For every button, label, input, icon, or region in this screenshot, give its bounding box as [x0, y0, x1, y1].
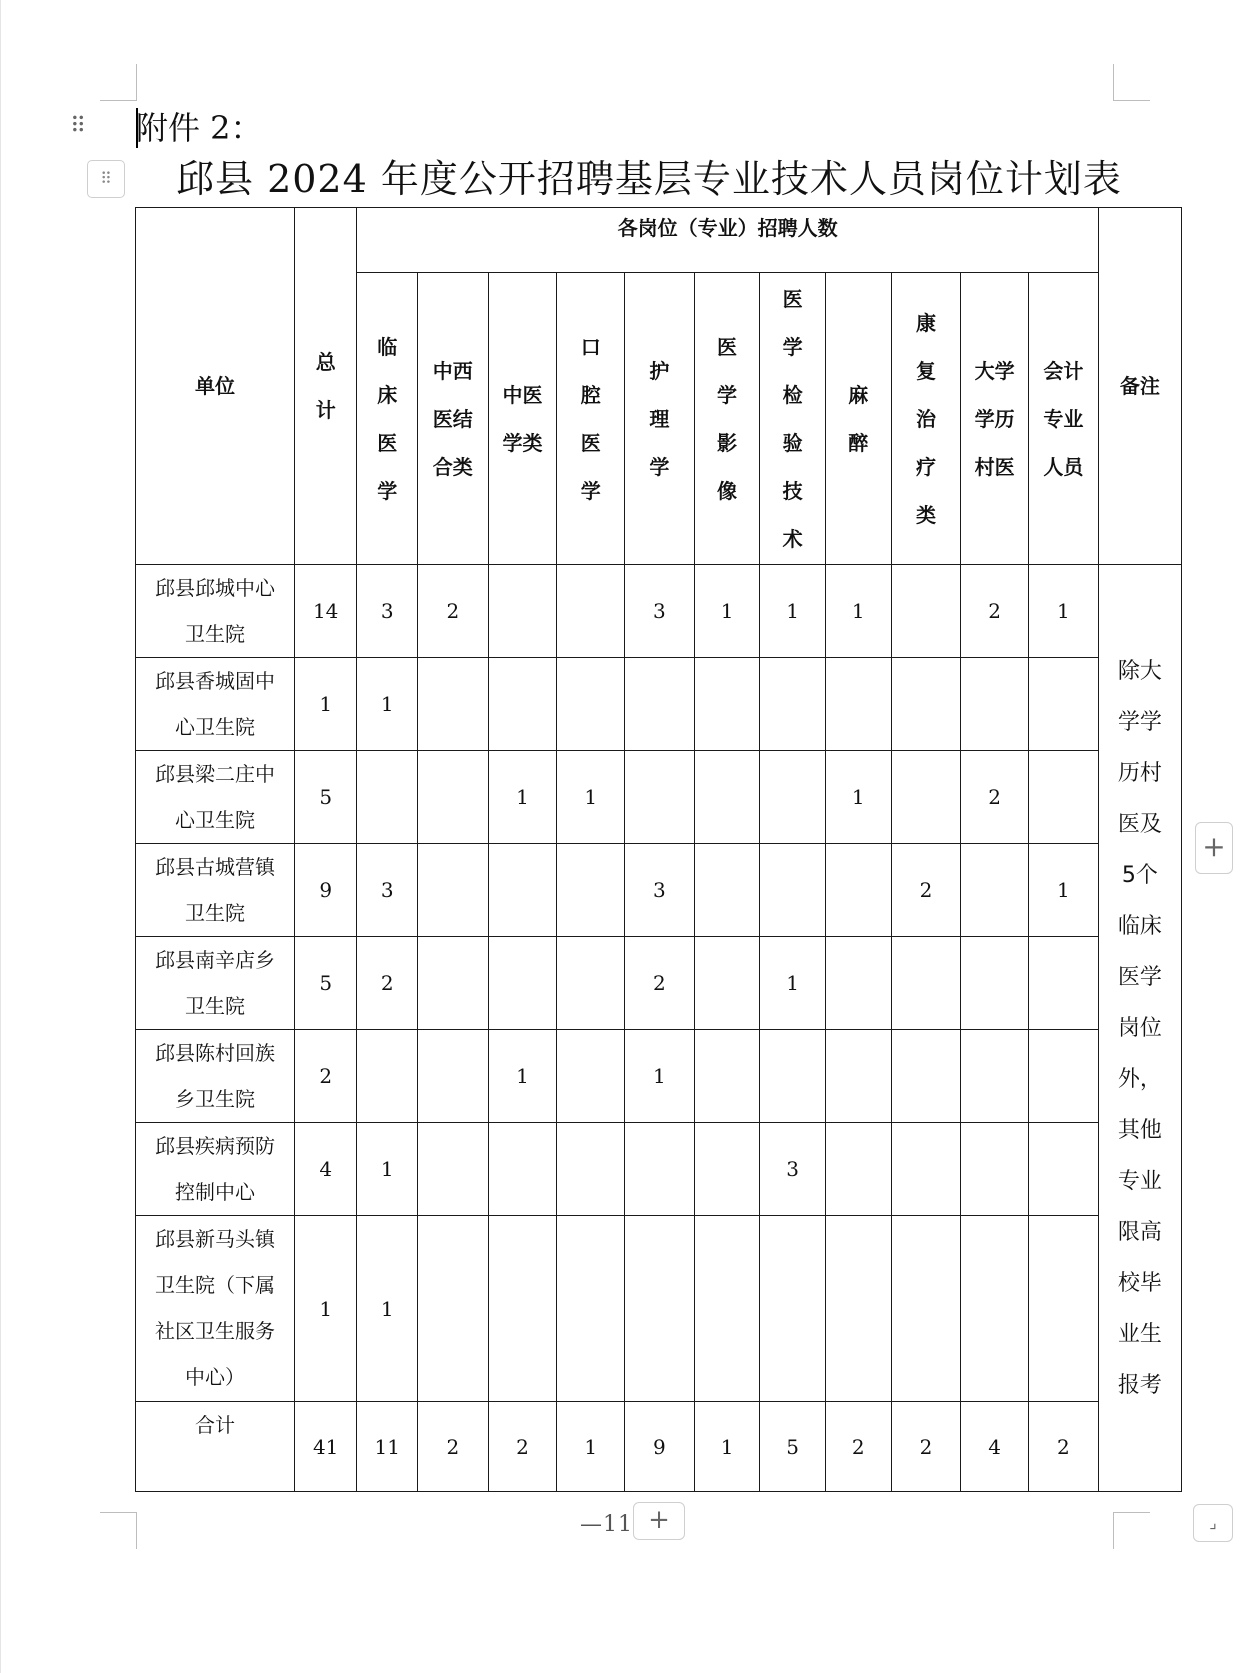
sum-value-cell: 2 [825, 1402, 891, 1492]
value-cell [760, 658, 826, 751]
crop-mark-top-right [1113, 64, 1150, 101]
crop-mark-bottom-right [1113, 1512, 1150, 1549]
value-cell [694, 1030, 760, 1123]
sum-row [136, 1402, 1182, 1492]
value-cell [694, 1216, 760, 1402]
value-cell: 1 [1028, 565, 1098, 658]
value-cell [694, 844, 760, 937]
value-cell: 1 [557, 751, 625, 844]
unit-cell: 邱县古城营镇卫生院 [136, 844, 295, 937]
table-row [136, 1216, 1182, 1402]
crop-mark-bottom-left [100, 1512, 137, 1549]
attachment-label: 附件 2： [136, 109, 263, 147]
value-cell: 2 [625, 937, 695, 1030]
header-column: 中西医结合类 [417, 273, 488, 565]
total-cell: 1 [294, 1216, 357, 1402]
header-unit: 单位 [136, 208, 295, 565]
header-column: 口腔医学 [557, 273, 625, 565]
unit-cell: 邱县陈村回族乡卫生院 [136, 1030, 295, 1123]
value-cell: 1 [825, 751, 891, 844]
value-cell [1028, 1030, 1098, 1123]
value-cell [760, 751, 826, 844]
value-cell [825, 658, 891, 751]
add-row-button[interactable]: + [633, 1502, 685, 1540]
value-cell [625, 658, 695, 751]
value-cell: 2 [357, 937, 417, 1030]
value-cell [961, 937, 1029, 1030]
value-cell [825, 844, 891, 937]
value-cell [961, 1216, 1029, 1402]
header-column: 会计专业人员 [1028, 273, 1098, 565]
add-column-button[interactable]: + [1195, 822, 1233, 874]
value-cell [625, 1123, 695, 1216]
remark-text: 除大学学历村医及5个临床医学岗位外，其他专业限高校毕业生报考 [1117, 658, 1162, 1398]
total-cell: 1 [294, 658, 357, 751]
value-cell [694, 1123, 760, 1216]
crop-mark-top-left [100, 64, 137, 101]
value-cell [625, 751, 695, 844]
total-cell: 4 [294, 1123, 357, 1216]
header-remarks: 备注 [1098, 208, 1181, 565]
value-cell [760, 844, 826, 937]
table-row [136, 1123, 1182, 1216]
value-cell [417, 937, 488, 1030]
value-cell: 1 [1028, 844, 1098, 937]
value-cell [891, 937, 961, 1030]
value-cell [417, 1216, 488, 1402]
value-cell [1028, 1123, 1098, 1216]
value-cell: 2 [891, 844, 961, 937]
table-row [136, 1030, 1182, 1123]
unit-cell: 邱县梁二庄中心卫生院 [136, 751, 295, 844]
value-cell: 1 [357, 658, 417, 751]
unit-cell: 邱县邱城中心卫生院 [136, 565, 295, 658]
value-cell [557, 1123, 625, 1216]
value-cell [961, 1123, 1029, 1216]
value-cell [417, 1030, 488, 1123]
value-cell [760, 1216, 826, 1402]
value-cell: 1 [825, 565, 891, 658]
value-cell [557, 844, 625, 937]
value-cell: 1 [760, 937, 826, 1030]
header-column: 大学学历村医 [961, 273, 1029, 565]
sum-label-cell: 合计 [136, 1402, 295, 1492]
value-cell [488, 1216, 557, 1402]
value-cell [825, 1216, 891, 1402]
value-cell [417, 844, 488, 937]
unit-cell: 邱县新马头镇卫生院（下属社区卫生服务中心） [136, 1216, 295, 1402]
page-number: —11 [580, 1512, 633, 1537]
value-cell: 1 [357, 1216, 417, 1402]
value-cell [417, 751, 488, 844]
value-cell [1028, 751, 1098, 844]
header-column: 临床医学 [357, 273, 417, 565]
value-cell [417, 658, 488, 751]
table-row [136, 844, 1182, 937]
sum-value-cell: 1 [694, 1402, 760, 1492]
value-cell: 3 [760, 1123, 826, 1216]
value-cell [557, 658, 625, 751]
header-column: 护理学 [625, 273, 695, 565]
sum-value-cell: 1 [557, 1402, 625, 1492]
document-title: 邱县 2024 年度公开招聘基层专业技术人员岗位计划表 [176, 157, 1122, 201]
value-cell [891, 658, 961, 751]
value-cell [488, 1123, 557, 1216]
value-cell [825, 1030, 891, 1123]
value-cell [557, 937, 625, 1030]
value-cell [694, 751, 760, 844]
value-cell [961, 658, 1029, 751]
sum-value-cell: 2 [1028, 1402, 1098, 1492]
value-cell: 2 [417, 565, 488, 658]
value-cell: 1 [357, 1123, 417, 1216]
table-row [136, 937, 1182, 1030]
sum-value-cell: 9 [625, 1402, 695, 1492]
value-cell [357, 751, 417, 844]
sum-value-cell: 4 [961, 1402, 1029, 1492]
value-cell [891, 1030, 961, 1123]
value-cell: 2 [961, 751, 1029, 844]
header-column: 医学检验技术 [760, 273, 826, 565]
unit-cell: 邱县疾病预防控制中心 [136, 1123, 295, 1216]
value-cell [488, 658, 557, 751]
sum-value-cell: 2 [417, 1402, 488, 1492]
table-resize-icon[interactable]: ⌟ [1193, 1504, 1233, 1542]
value-cell [825, 1123, 891, 1216]
recruitment-plan-table [135, 207, 1182, 1492]
sum-value-cell: 2 [488, 1402, 557, 1492]
value-cell [417, 1123, 488, 1216]
unit-cell: 邱县南辛店乡卫生院 [136, 937, 295, 1030]
header-column: 麻醉 [825, 273, 891, 565]
value-cell [694, 937, 760, 1030]
value-cell: 3 [357, 565, 417, 658]
sum-value-cell: 11 [357, 1402, 417, 1492]
total-cell: 9 [294, 844, 357, 937]
sum-value-cell: 5 [760, 1402, 826, 1492]
total-cell: 14 [294, 565, 357, 658]
value-cell [961, 844, 1029, 937]
value-cell: 1 [694, 565, 760, 658]
value-cell [625, 1216, 695, 1402]
header-column: 医学影像 [694, 273, 760, 565]
table-row [136, 658, 1182, 751]
value-cell [891, 751, 961, 844]
value-cell [1028, 658, 1098, 751]
value-cell [961, 1030, 1029, 1123]
value-cell: 1 [488, 1030, 557, 1123]
header-column: 中医学类 [488, 273, 557, 565]
table-move-handle-icon[interactable]: ⠿ [87, 160, 125, 198]
value-cell [488, 565, 557, 658]
value-cell [694, 658, 760, 751]
value-cell [557, 1030, 625, 1123]
value-cell [891, 565, 961, 658]
value-cell: 1 [625, 1030, 695, 1123]
value-cell [891, 1216, 961, 1402]
total-cell: 5 [294, 751, 357, 844]
value-cell [557, 1216, 625, 1402]
header-group: 各岗位（专业）招聘人数 [357, 208, 1098, 273]
total-cell: 5 [294, 937, 357, 1030]
total-cell: 2 [294, 1030, 357, 1123]
table-row [136, 751, 1182, 844]
table-row [136, 565, 1182, 658]
value-cell [825, 937, 891, 1030]
value-cell [891, 1123, 961, 1216]
value-cell [760, 1030, 826, 1123]
value-cell [1028, 937, 1098, 1030]
value-cell: 3 [625, 844, 695, 937]
value-cell [557, 565, 625, 658]
value-cell: 1 [488, 751, 557, 844]
remark-cell [1098, 565, 1181, 1492]
paragraph-drag-handle-icon[interactable]: ⠿ [69, 114, 87, 139]
sum-total-cell: 41 [294, 1402, 357, 1492]
header-total: 总计 [294, 208, 357, 565]
unit-cell: 邱县香城固中心卫生院 [136, 658, 295, 751]
value-cell [488, 937, 557, 1030]
value-cell: 2 [961, 565, 1029, 658]
value-cell: 3 [625, 565, 695, 658]
sum-value-cell: 2 [891, 1402, 961, 1492]
value-cell: 3 [357, 844, 417, 937]
value-cell: 1 [760, 565, 826, 658]
value-cell [488, 844, 557, 937]
header-column: 康复治疗类 [891, 273, 961, 565]
value-cell [1028, 1216, 1098, 1402]
value-cell [357, 1030, 417, 1123]
